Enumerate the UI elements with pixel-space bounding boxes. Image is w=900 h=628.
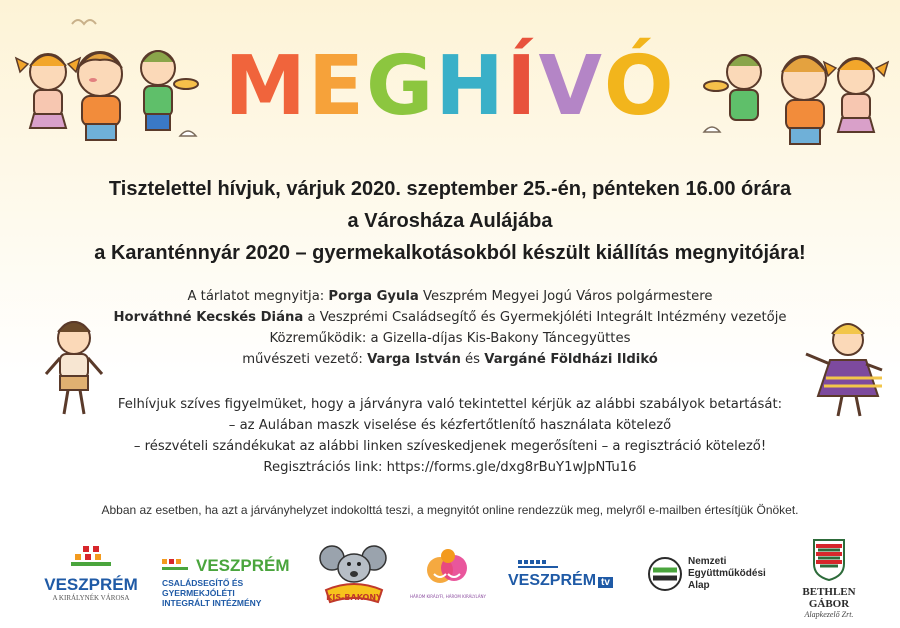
art-and: és (460, 352, 485, 367)
host-line (0, 310, 900, 325)
title-letter: H (435, 39, 506, 134)
kid-illustration-right-side (796, 320, 886, 420)
art-name-2: Vargáné Földházi Ildikó (484, 352, 658, 367)
opener-name: Porga Gyula (328, 289, 419, 304)
csaladsegito-line1: CSALÁDSEGÍTŐ ÉS GYERMEKJÓLÉTI (162, 578, 244, 598)
veszprem-crest-icon (71, 546, 111, 572)
invitation-line-3: a Karanténnyár 2020 – gyermekalkotásokból készült kiállítás megnyitójára! (94, 242, 806, 264)
invitation-line-1: Tisztelettel hívjuk, várjuk 2020. szeptember 25.-én, pénteken 16.00 órára (108, 178, 792, 200)
invitation-line-2: a Városháza Aulájába (347, 210, 553, 232)
csaladsegito-logo (162, 556, 302, 608)
bethlen-name: BETHLEN GÁBOR (802, 586, 856, 610)
opener-line (0, 289, 900, 304)
art-name-1: Varga István (367, 352, 461, 367)
harom-kiralyfi-logo (410, 544, 486, 610)
nea-line1: Nemzeti (688, 556, 727, 567)
veszprem-logo (36, 546, 146, 602)
opener-suffix: Veszprém Megyei Jogú Város polgármestere (418, 289, 713, 304)
harom-kiralyfi-text: HÁROM KIRÁLYFI, HÁROM KIRÁLYLÁNY (410, 594, 486, 599)
kis-bakony-mascot-logo (318, 540, 390, 610)
veszprem-tv-name: VESZPRÉM (508, 572, 597, 589)
title-letter: G (365, 39, 436, 134)
registration-link[interactable]: Regisztrációs link: https://forms.gle/dxg8rBuY1wJpNTu16 (263, 460, 637, 475)
csaladsegito-name: VESZPRÉM (196, 556, 290, 575)
nea-logo (648, 556, 768, 592)
title-letter: E (307, 39, 366, 134)
opener-prefix: A tárlatot megnyitja: (187, 289, 329, 304)
host-suffix: a Veszprémi Családsegítő és Gyermekjóléti Integrált Intézmény vezetője (303, 310, 787, 325)
veszprem-tagline: A KIRÁLYNÉK VÁROSA (52, 594, 130, 602)
rules-intro: Felhívjuk szíves figyelmüket, hogy a járványra való tekintettel kérjük az alábbi szabályok betartását: (117, 397, 783, 412)
csaladsegito-crest-icon (162, 559, 192, 573)
title-letter: Ó (603, 39, 676, 134)
veszprem-tv-badge: tv (598, 577, 613, 588)
title-letter: M (224, 39, 308, 134)
nea-line3: Alap (688, 580, 710, 591)
rule-registration: – részvételi szándékukat az alábbi linken szíveskedjenek megerősíteni – a regisztráció kötelező! (133, 439, 767, 454)
host-name: Horváthné Kecskés Diána (113, 310, 304, 325)
veszprem-tv-logo (508, 560, 628, 590)
bethlen-gabor-logo (786, 538, 872, 619)
rule-mask: – az Aulában maszk viselése és kézfertőtlenítő használata kötelező (228, 418, 672, 433)
nea-line2: Együttműködési (688, 568, 766, 579)
nea-emblem-icon (648, 557, 682, 591)
csaladsegito-line2: INTEGRÁLT INTÉZMÉNY (162, 598, 262, 608)
title-letter: Í (505, 39, 539, 134)
kid-illustration-left-side (40, 318, 110, 418)
contrib-line: Közreműködik: a Gizella-díjas Kis-Bakony Táncegyüttes (269, 331, 631, 346)
veszprem-name: VESZPRÉM (44, 575, 138, 594)
page-title (0, 39, 900, 134)
veszprem-tv-crest-icon (518, 560, 562, 570)
title-letter: V (538, 39, 604, 134)
online-note: Abban az esetben, ha azt a járványhelyzet indokolttá teszi, a megnyitót online rendezzük meg, melyről e-mailben értesítjük Önöket. (101, 503, 799, 517)
bethlen-tagline: Alapkezelő Zrt. (804, 610, 854, 619)
art-director-line (0, 352, 900, 367)
bethlen-shield-icon (812, 538, 846, 582)
kis-bakony-text: KIS-BAKONY (326, 593, 382, 602)
art-prefix: művészeti vezető: (242, 352, 368, 367)
